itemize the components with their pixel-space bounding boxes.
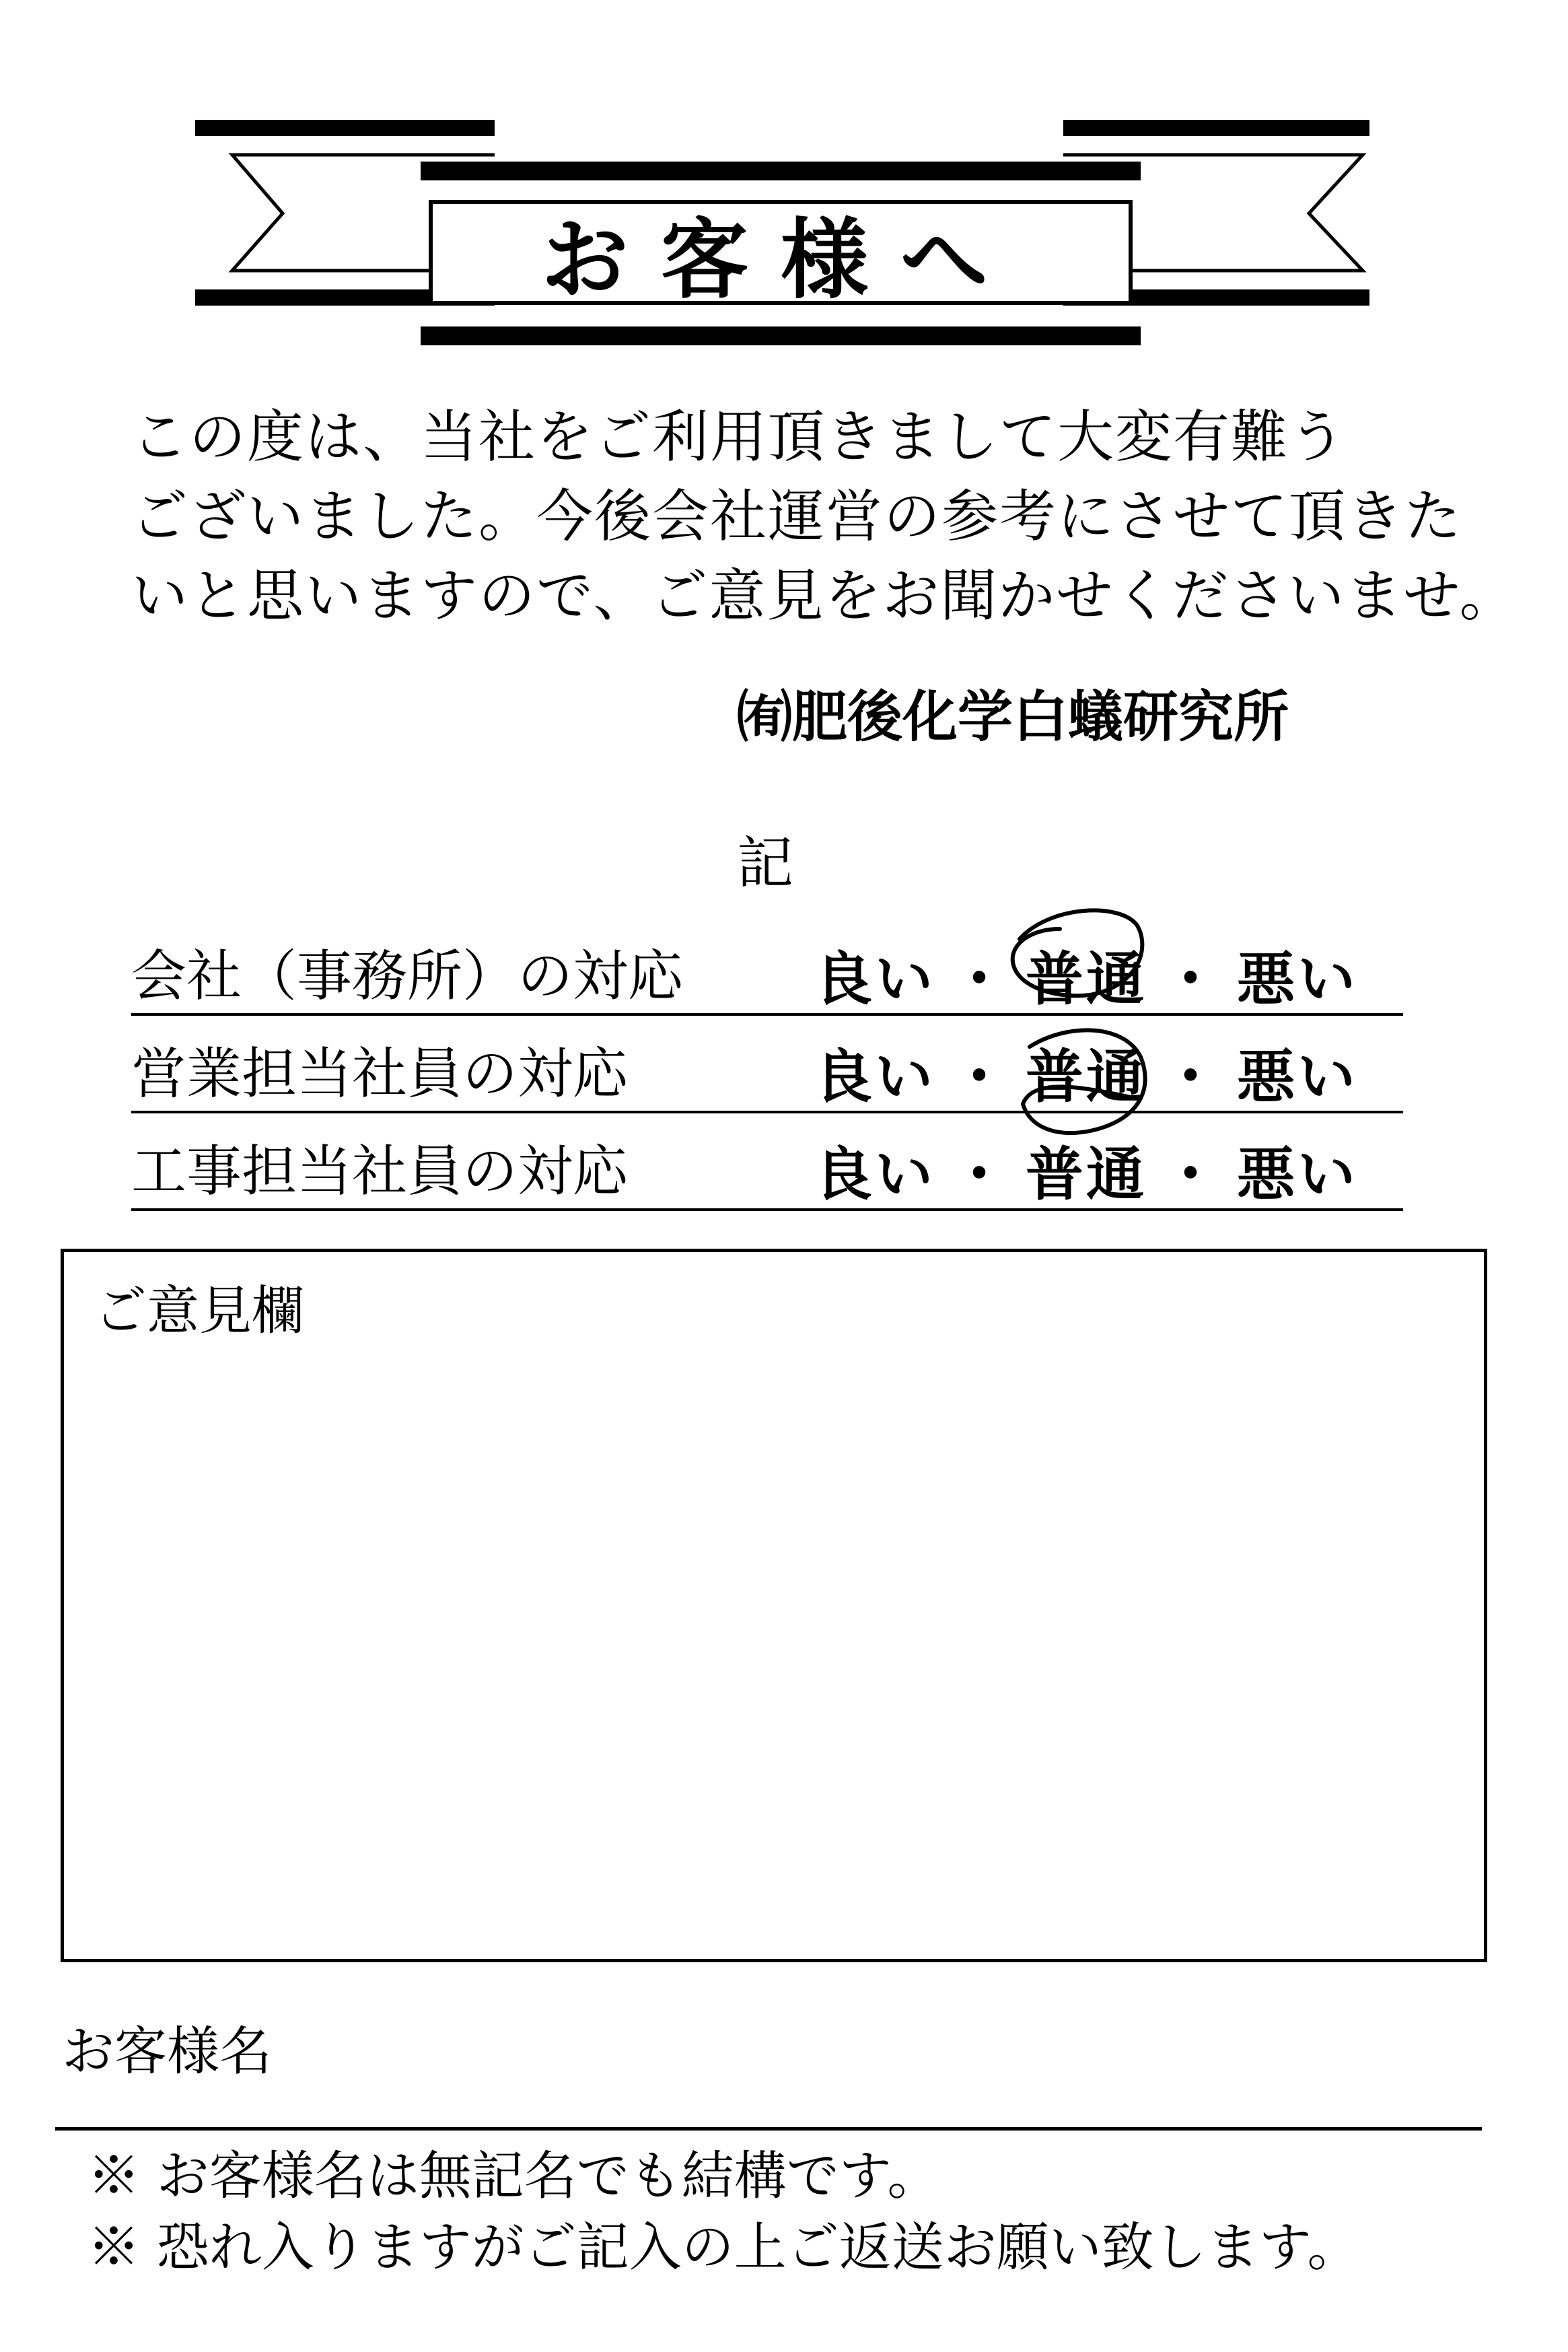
circle-mark-row2-3 [1023, 1030, 1145, 1133]
ki-heading: 記 [737, 830, 794, 896]
option-bad[interactable]: 悪い [1237, 1140, 1358, 1208]
page-title: お客様へ [540, 208, 1020, 311]
separator: ・ [1162, 1043, 1222, 1111]
option-bad[interactable]: 悪い [1237, 945, 1358, 1013]
note-line: ※ 恐れ入りますがご記入の上ご返送お願い致します。 [87, 2217, 1360, 2278]
separator: ・ [950, 1140, 1011, 1208]
separator: ・ [950, 1043, 1011, 1111]
option-good[interactable]: 良い [814, 945, 935, 1013]
option-normal[interactable]: 普通 [1026, 945, 1147, 1013]
company-name: ㈲肥後化学白蟻研究所 [737, 685, 1289, 749]
customer-name-label: お客様名 [62, 2021, 273, 2082]
survey-row-label: 工事担当社員の対応 [131, 1140, 629, 1204]
customer-name-line[interactable] [55, 2127, 1482, 2131]
option-good[interactable]: 良い [814, 1140, 935, 1208]
separator: ・ [950, 945, 1011, 1013]
circle-mark-row1 [1013, 910, 1143, 996]
comment-box[interactable] [61, 1249, 1487, 1962]
option-normal[interactable]: 普通 [1026, 1043, 1147, 1111]
separator: ・ [1162, 1140, 1222, 1208]
intro-line: ございました。今後会社運営の参考にさせて頂きた [131, 483, 1463, 549]
separator: ・ [1162, 945, 1222, 1013]
option-good[interactable]: 良い [814, 1043, 935, 1111]
intro-line: いと思いますので、ご意見をお聞かせくださいませ。 [131, 563, 1518, 629]
intro-line: この度は、当社をご利用頂きまして大変有難う [131, 404, 1347, 470]
survey-row-label: 営業担当社員の対応 [131, 1042, 629, 1106]
survey-row-label: 会社（事務所）の対応 [131, 944, 684, 1008]
option-bad[interactable]: 悪い [1237, 1043, 1358, 1111]
option-normal[interactable]: 普通 [1026, 1140, 1147, 1208]
notes [87, 2141, 1360, 2283]
note-line: ※ お客様名は無記名でも結構です。 [87, 2146, 940, 2207]
comment-label: ご意見欄 [94, 1281, 305, 1342]
